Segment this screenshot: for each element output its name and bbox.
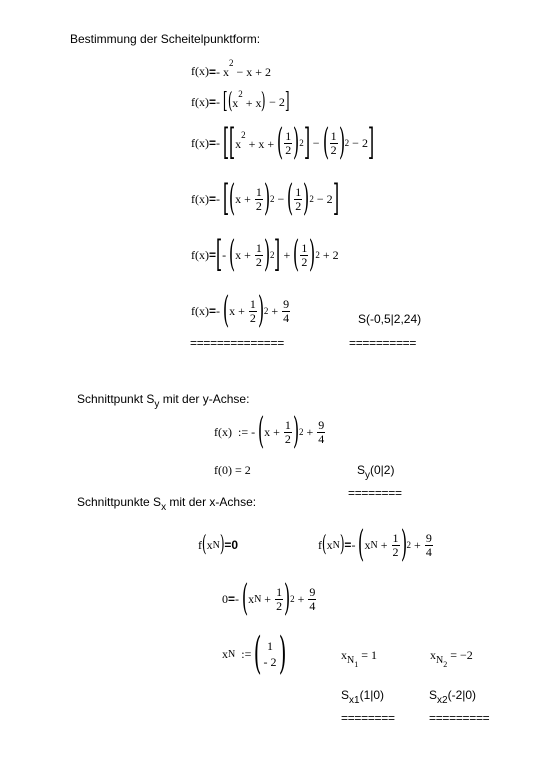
section-heading-y-intercept — [77, 392, 249, 410]
fraction-denominator: 2 — [285, 142, 292, 157]
sy-label: S — [357, 463, 366, 477]
y-intercept-point — [357, 463, 394, 481]
definition-f-of-x: f(x) := - ( x + $\frac{1}{2}$ ) 2 + $\frac{9}{4}$ — [214, 411, 325, 452]
equation-zero-vertex-form: 0 = - ( x N + $\frac{1}{2}$ ) 2 + $\frac{9}{4}$ — [222, 578, 316, 619]
sx1-sub: x1 — [349, 695, 360, 706]
fraction-denominator: 4 — [425, 544, 432, 559]
sx1-label: S — [341, 688, 350, 702]
vertex-point: S(-0,5|2,24) — [358, 312, 422, 326]
fraction-denominator: 2 — [249, 310, 256, 325]
sx1-coords: (1|0) — [359, 688, 385, 702]
fraction-numerator: 9 — [283, 296, 290, 311]
equation-f-xn-zero: f ( x N ) =0 — [198, 532, 239, 557]
solution-top: 1 — [267, 639, 274, 653]
f-of-zero: f(0) = 2 — [214, 463, 251, 477]
fraction-denominator: 4 — [283, 310, 290, 325]
fraction-numerator: 9 — [425, 530, 432, 545]
fraction-numerator: 9 — [318, 417, 325, 432]
fraction-numerator: 1 — [301, 240, 308, 255]
vertex-underline-left: ============== — [190, 336, 284, 350]
fraction-numerator: 1 — [284, 417, 291, 432]
equation-line-1: f(x) = - $x^2 - x + 2$ — [191, 58, 272, 79]
y-intercept-underline: ======== — [348, 486, 402, 500]
fraction-denominator: 2 — [301, 254, 308, 269]
sx2-sub: x2 — [437, 695, 448, 706]
fraction-numerator: 1 — [285, 128, 292, 143]
heading-x-sub: x — [161, 502, 167, 513]
fraction-numerator: 1 — [255, 184, 262, 199]
heading-x-rest: mit der x-Achse: — [166, 495, 257, 509]
fraction-numerator: 1 — [392, 530, 399, 545]
x-intercept-1-underline: ======== — [341, 711, 395, 725]
equals-zero: =0 — [224, 538, 239, 552]
heading-y-sub: y — [154, 399, 160, 410]
x-intercept-2-underline: ========= — [429, 711, 490, 725]
xn2-value: $x_{N2} = -2$ — [430, 648, 473, 669]
fraction-denominator: 2 — [255, 254, 262, 269]
heading-y-text: Schnittpunkt S — [77, 392, 155, 406]
sx2-label: S — [429, 688, 438, 702]
sy-coords: (0|2) — [370, 463, 395, 477]
fraction-numerator: 9 — [309, 584, 316, 599]
sy-sub: y — [365, 470, 371, 481]
xn1-value: $x_{N1} = 1$ — [341, 648, 378, 669]
fraction-denominator: 2 — [255, 198, 262, 213]
fraction-denominator: 2 — [284, 431, 291, 446]
fraction-denominator: 4 — [309, 598, 316, 613]
heading-y-rest: mit der y-Achse: — [159, 392, 250, 406]
vertex-underline-right: ========== — [349, 336, 417, 350]
fraction-denominator: 2 — [392, 544, 399, 559]
equation-line-4: f(x) = - [ ( x + $\frac{1}{2}$ ) 2 − ( $\frac{1}{2}$ ) 2 − 2 ] — [191, 178, 339, 219]
fraction-denominator: 4 — [318, 431, 325, 446]
fraction-numerator: 1 — [295, 184, 302, 199]
xn2-equals: = −2 — [450, 648, 473, 662]
x-intercept-point-1 — [341, 688, 384, 706]
fraction-numerator: 1 — [249, 296, 256, 311]
fraction-numerator: 1 — [276, 584, 283, 599]
equation-line-6: f(x) = - ( x + $\frac{1}{2}$ ) 2 + $\frac{9}{4}$ — [191, 290, 290, 331]
fraction-denominator: 2 — [276, 598, 283, 613]
sx2-coords: (-2|0) — [447, 688, 477, 702]
fraction-numerator: 1 — [255, 240, 262, 255]
solution-vector: x N := ( 1 - 2 ) — [222, 628, 286, 679]
equation-line-5: f(x) = [ - ( x + $\frac{1}{2}$ ) 2 ] + ( $\frac{1}{2}$ ) 2 + 2 — [191, 234, 339, 275]
heading-x-text: Schnittpunkte S — [77, 495, 162, 509]
xn1-equals: = 1 — [361, 648, 378, 662]
x-intercept-point-2 — [429, 688, 476, 706]
section-heading-vertex-form: Bestimmung der Scheitelpunktform: — [70, 32, 261, 46]
section-heading-x-intercept — [77, 495, 256, 513]
equation-line-2: f(x) = - [ ( $x^2 + x$ ) − 2 ] — [191, 88, 290, 114]
fraction-denominator: 2 — [295, 198, 302, 213]
fraction-numerator: 1 — [330, 128, 337, 143]
equation-line-3: f(x) = - [ [ $x^2 + x$ + ( $\frac{1}{2}$ ) 2 ] − ( $\frac{1}{2}$ ) 2 − 2 ] — [191, 122, 375, 163]
solution-bottom: - 2 — [263, 655, 277, 669]
equation-f-xn-vertex-form: f ( x N ) = - ( x N + $\frac{1}{2}$ ) 2 + $\frac{9}{4}$ — [318, 524, 432, 565]
fraction-denominator: 2 — [330, 142, 337, 157]
